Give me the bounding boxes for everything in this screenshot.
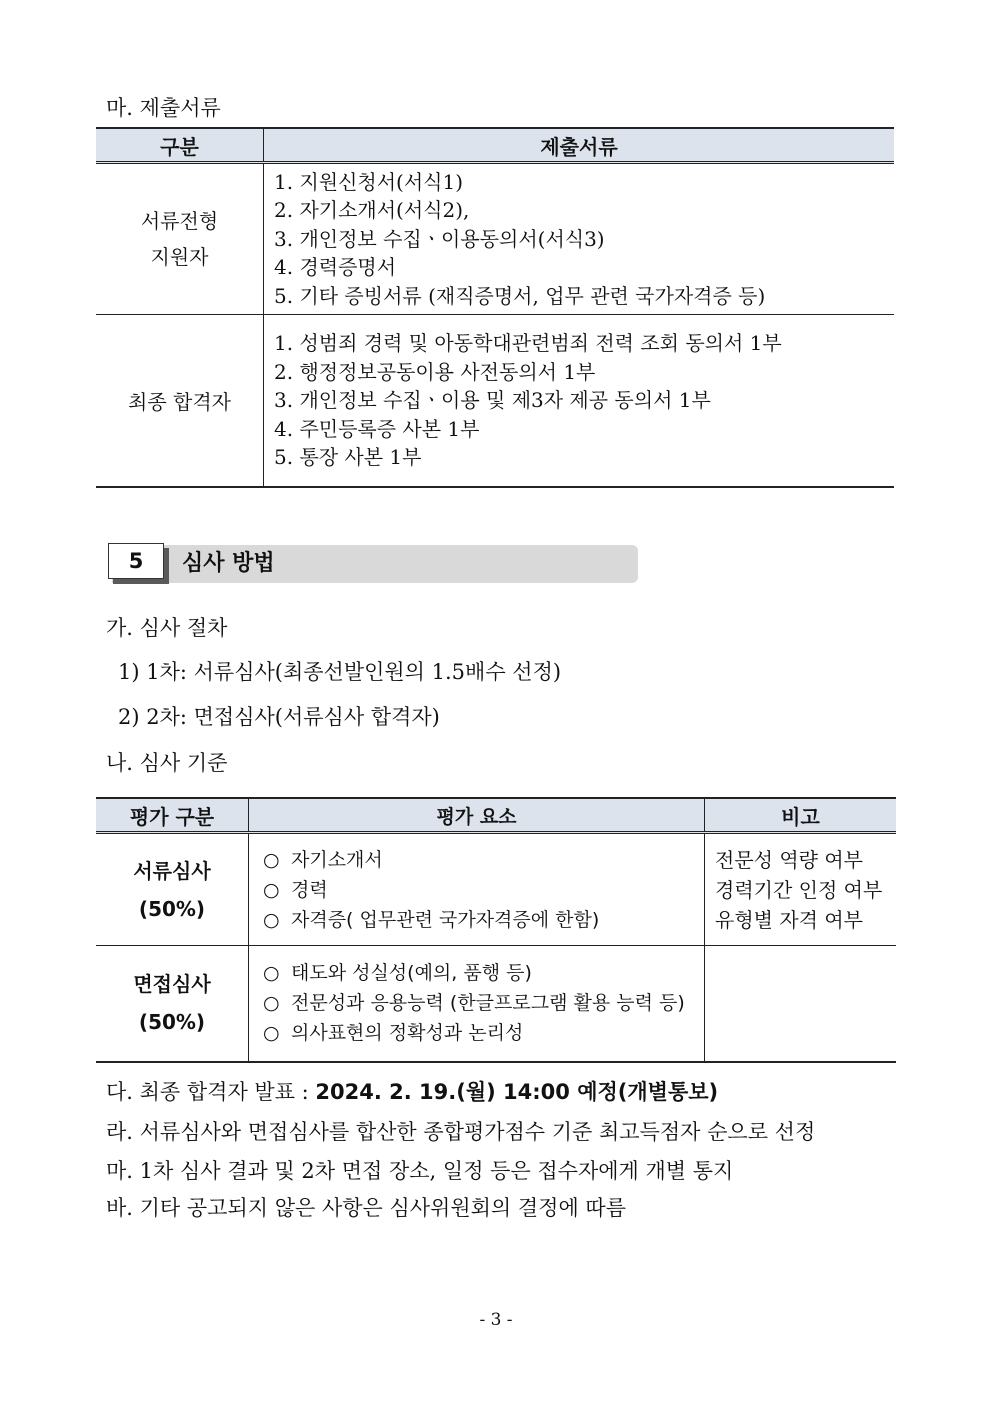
list-item: 5. 통장 사본 1부 <box>274 445 422 469</box>
table-row <box>96 163 894 315</box>
note-ba: 바. 기타 공고되지 않은 사항은 심사위원회의 결정에 따름 <box>106 1196 626 1220</box>
eval-weight: (50%) <box>138 896 206 921</box>
remarks-cell <box>705 946 897 1062</box>
table-row <box>96 315 894 487</box>
list-item: 3. 개인정보 수집ㆍ이용동의서(서식3) <box>274 226 605 251</box>
col-category: 구분 <box>96 128 264 163</box>
submission-table <box>96 127 894 488</box>
table-row <box>96 833 896 946</box>
remarks-cell <box>705 833 897 946</box>
category-cell: 최종 합격자 <box>96 315 264 487</box>
col-eval-category: 평가 구분 <box>96 798 249 833</box>
note-ma: 마. 1차 심사 결과 및 2차 면접 장소, 일정 등은 접수자에게 개별 통지 <box>106 1159 734 1183</box>
note-da-prefix: 다. 최종 합격자 발표 : <box>106 1080 316 1104</box>
section-title: 심사 방법 <box>182 551 275 576</box>
list-item: 5. 기타 증빙서류 (재직증명서, 업무 관련 국가자격증 등) <box>274 283 766 308</box>
eval-category-cell <box>96 946 249 1062</box>
col-remarks: 비고 <box>705 798 897 833</box>
note-ra: 라. 서류심사와 면접심사를 합산한 종합평가점수 기준 최고득점자 순으로 선정 <box>106 1120 816 1144</box>
eval-category-cell <box>96 833 249 946</box>
table-row <box>96 946 896 1062</box>
section-number: 5 <box>108 543 164 579</box>
list-item: 1. 지원신청서(서식1) <box>274 169 464 194</box>
submission-heading: 마. 제출서류 <box>106 96 221 120</box>
list-item: 4. 경력증명서 <box>274 255 397 280</box>
note-da <box>106 1076 718 1106</box>
procedure-step-1: 1) 1차: 서류심사(최종선발인원의 1.5배수 선정) <box>118 660 562 684</box>
eval-weight: (50%) <box>138 1010 206 1035</box>
col-documents: 제출서류 <box>264 128 895 163</box>
page-number: - 3 - <box>479 1310 513 1330</box>
list-item: ○ 경력 <box>263 875 704 905</box>
remark-item: 전문성 역량 여부 <box>715 847 863 872</box>
remark-item: 유형별 자격 여부 <box>715 907 863 932</box>
list-item: ○ 의사표현의 정확성과 논리성 <box>263 1018 704 1048</box>
eval-name: 면접심사 <box>133 972 211 997</box>
list-item: ○ 자격증( 업무관련 국가자격증에 한함) <box>263 905 704 935</box>
category-cell <box>96 163 264 315</box>
documents-cell <box>264 163 895 315</box>
eval-elements-cell <box>249 833 705 946</box>
procedure-step-2: 2) 2차: 면접심사(서류심사 합격자) <box>118 705 440 729</box>
category-label: 서류전형 <box>140 209 219 233</box>
announcement-date: 2024. 2. 19.(월) 14:00 예정(개별통보) <box>315 1080 719 1104</box>
list-item: ○ 태도와 성실성(예의, 품행 등) <box>263 958 704 988</box>
criteria-table <box>96 797 896 1063</box>
remark-item: 경력기간 인정 여부 <box>715 877 883 902</box>
list-item: ○ 자기소개서 <box>263 845 704 875</box>
documents-cell <box>264 315 895 487</box>
list-item: 2. 자기소개서(서식2), <box>274 198 470 223</box>
criteria-heading: 나. 심사 기준 <box>106 751 228 775</box>
list-item: 2. 행정정보공동이용 사전동의서 1부 <box>274 359 596 384</box>
procedure-heading: 가. 심사 절차 <box>106 616 228 640</box>
list-item: 1. 성범죄 경력 및 아동학대관련범죄 전력 조회 동의서 1부 <box>274 331 782 355</box>
eval-elements-cell <box>249 946 705 1062</box>
category-label: 지원자 <box>150 245 209 269</box>
list-item: 4. 주민등록증 사본 1부 <box>274 416 480 441</box>
eval-name: 서류심사 <box>133 858 211 883</box>
col-eval-elements: 평가 요소 <box>249 798 705 833</box>
list-item: 3. 개인정보 수집ㆍ이용 및 제3자 제공 동의서 1부 <box>274 388 711 412</box>
list-item: ○ 전문성과 응용능력 (한글프로그램 활용 능력 등) <box>263 988 704 1018</box>
